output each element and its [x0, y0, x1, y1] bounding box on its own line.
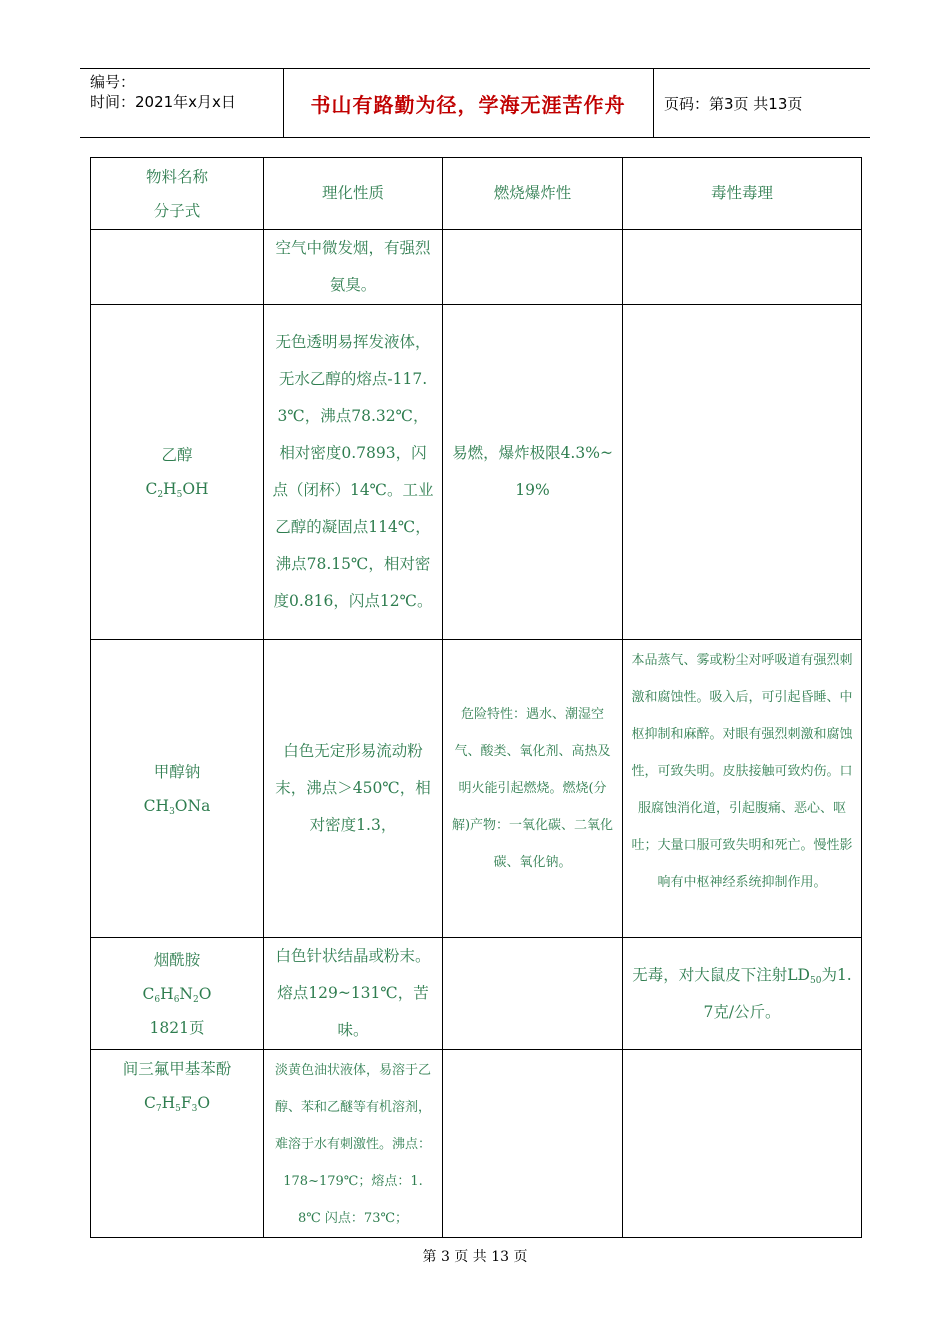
- material-name-cell: [91, 1050, 264, 1238]
- properties-cell: 白色无定形易流动粉末，沸点＞450℃，相对密度1.3，: [264, 640, 443, 938]
- formula-text: C: [142, 984, 155, 1003]
- table-row: [91, 640, 862, 938]
- molecular-formula: [99, 472, 255, 506]
- molecular-formula: [99, 977, 255, 1011]
- toxicity-text-end: 为1.7克/公斤。: [703, 965, 852, 1021]
- table-header-row: [91, 158, 862, 230]
- header-meta: [80, 69, 284, 137]
- material-name: 间三氟甲基苯酚: [122, 1060, 232, 1078]
- flammability-cell: 危险特性：遇水、潮湿空气、酸类、氧化剂、高热及明火能引起燃烧。燃烧(分解)产物：一氧化碳、二氧化碳、氧化钠。: [443, 640, 623, 938]
- table-row: [91, 230, 862, 305]
- toxicity-cell: [623, 938, 862, 1050]
- material-name-cell: [91, 938, 264, 1050]
- formula-text: F: [180, 1094, 192, 1112]
- formula-text: ONa: [174, 796, 211, 815]
- formula-subscript: 5: [176, 490, 183, 500]
- document-number-label: 编号：: [90, 73, 136, 91]
- formula-subscript: 5: [175, 1104, 181, 1114]
- toxicity-subscript: 50: [809, 975, 822, 986]
- molecular-formula: [99, 1086, 255, 1120]
- properties-cell: 空气中微发烟，有强烈氨臭。: [264, 230, 443, 305]
- formula-text: H: [163, 480, 177, 498]
- formula-text: O: [197, 1094, 211, 1112]
- formula-text: OH: [182, 480, 209, 498]
- toxicity-cell: 本品蒸气、雾或粉尘对呼吸道有强烈刺激和腐蚀性。吸入后，可引起昏睡、中枢抑制和麻醉。对眼有强烈刺激和腐蚀性，可致失明。皮肤接触可致灼伤。口服腐蚀消化道，引起腹痛、恶心、呕吐；大量口服可致失明和死亡。慢性影响有中枢神经系统抑制作用。: [623, 640, 862, 938]
- toxicity-text-start: 无毒，对大鼠皮下注射LD: [632, 965, 810, 984]
- properties-cell: 无色透明易挥发液体，无水乙醇的熔点-117.3℃，沸点78.32℃，相对密度0.7893，闪点（闭杯）14℃。工业乙醇的凝固点114℃，沸点78.15℃，相对密度0.816，闪点12℃。: [264, 305, 443, 640]
- column-header-properties: 理化性质: [264, 158, 443, 230]
- table-row: [91, 938, 862, 1050]
- column-header-flammability: 燃烧爆炸性: [443, 158, 623, 230]
- formula-subscript: 2: [192, 994, 199, 1005]
- column-header-name-line1: 物料名称: [145, 167, 208, 186]
- formula-text: C: [143, 1094, 156, 1112]
- properties-cell: 白色针状结晶或粉末。熔点129~131℃，苦味。: [264, 938, 443, 1050]
- toxicity-cell: [623, 305, 862, 640]
- header-motto: 书山有路勤为径，学海无涯苦作舟: [310, 92, 626, 117]
- flammability-cell: [443, 1050, 623, 1238]
- header-page-info: 页码：第3页 共13页: [664, 94, 803, 113]
- formula-subscript: 3: [191, 1104, 198, 1114]
- toxicity-cell: [623, 230, 862, 305]
- molecular-formula: [99, 789, 255, 823]
- page-header: [80, 68, 870, 138]
- material-name-cell: [91, 230, 264, 305]
- flammability-cell: 易燃，爆炸极限4.3%~19%: [443, 305, 623, 640]
- header-motto-cell: [283, 69, 654, 137]
- column-header-toxicity: 毒性毒理: [623, 158, 862, 230]
- formula-text: O: [198, 984, 212, 1003]
- material-name-cell: [91, 305, 264, 640]
- material-name: 甲醇钠: [153, 762, 201, 781]
- formula-text: N: [179, 984, 193, 1003]
- page-footer: 第 3 页 共 13 页: [422, 1249, 528, 1265]
- flammability-cell: [443, 938, 623, 1050]
- document-time-label: 时间：2021年x月x日: [90, 93, 236, 111]
- column-header-name: [91, 158, 264, 230]
- formula-subscript: 3: [169, 806, 175, 817]
- formula-text: CH: [143, 796, 170, 815]
- formula-text: H: [161, 1094, 176, 1112]
- formula-subscript: 6: [173, 994, 180, 1005]
- column-header-name-line2: 分子式: [153, 201, 201, 220]
- formula-subscript: 7: [155, 1104, 162, 1114]
- formula-text: H: [160, 984, 174, 1003]
- material-name: 乙醇: [161, 446, 193, 464]
- properties-cell: 淡黄色油状液体，易溶于乙醇、苯和乙醚等有机溶剂，难溶于水有刺激性。沸点：178~179℃；熔点：1.8℃ 闪点：73℃；: [264, 1050, 443, 1238]
- material-name-cell: [91, 640, 264, 938]
- formula-subscript: 2: [157, 490, 164, 500]
- flammability-cell: [443, 230, 623, 305]
- formula-subscript: 6: [154, 994, 161, 1005]
- table-row: [91, 305, 862, 640]
- page-reference: 1821页: [149, 1018, 205, 1037]
- material-table: [90, 157, 862, 1238]
- material-name: 烟酰胺: [153, 950, 201, 969]
- header-page-cell: [654, 69, 870, 137]
- formula-text: C: [145, 480, 158, 498]
- table-row: [91, 1050, 862, 1238]
- toxicity-cell: [623, 1050, 862, 1238]
